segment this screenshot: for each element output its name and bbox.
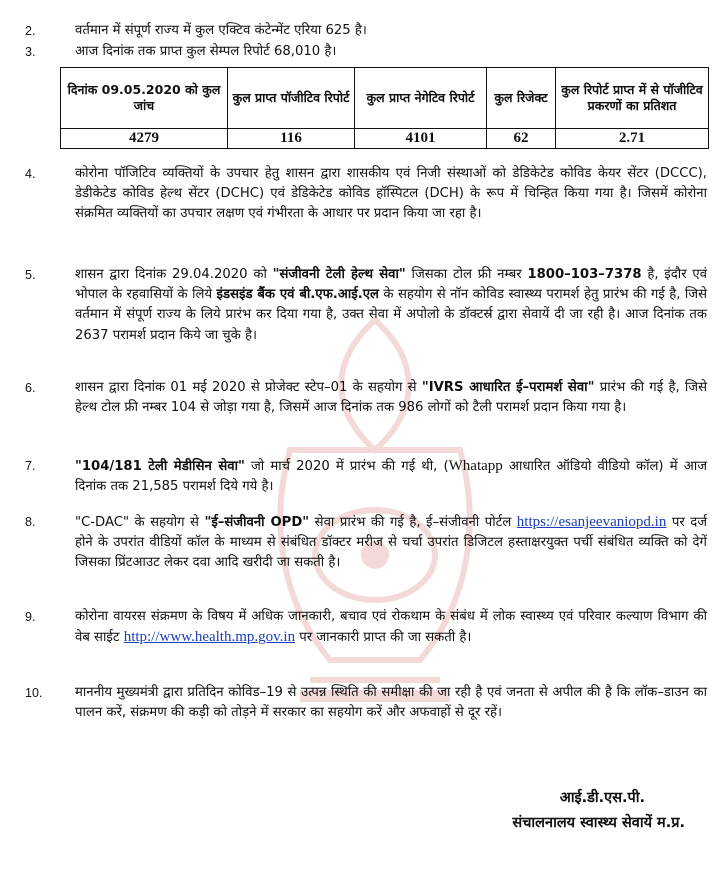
signature-line-2: संचालनालय स्वास्थ्य सेवायें म.प्र. [512, 815, 685, 831]
item-number: 10. [25, 686, 43, 700]
header-positive-percent: कुल रिपोर्ट प्राप्त में से पॉजीटिव प्रकरणों का प्रतिशत [556, 68, 709, 129]
item-2-text: वर्तमान में संपूर्ण राज्य में कुल एक्टिव कंटेन्मेंट एरिया 625 है। [75, 23, 367, 38]
header-negative: कुल प्राप्त नेगेटिव रिपोर्ट [355, 68, 487, 129]
cell-negative: 4101 [355, 129, 487, 149]
item-number: 3. [25, 45, 36, 59]
esanjeevani-link[interactable]: https://esanjeevaniopd.in [516, 514, 667, 530]
item-9-text: कोरोना वायरस संक्रमण के विषय में अधिक जानकारी, बचाव एवं रोकथाम के संबंध में लोक स्वास्थ्य एवं परिवार कल्याण विभाग की वेब साईट http://www.health.mp.gov.in पर जानकारी प्राप्त की जा सकती है। [75, 609, 707, 646]
item-8-text: "C-DAC" के सहयोग से "ई–संजीवनी OPD" सेवा प्रारंभ की गई है, ई–संजीवनी पोर्टल https://esanjeevaniopd.in पर दर्ज होने के उपरांत वीडियों कॉल के माध्यम से संबंधित डॉक्टर मरीज से चर्चा उपरांत डिजिटल हस्ताक्षरयुक्त पर्ची संबंधित व्यक्ति को देगें जिसका प्रिंटआउट लेकर दवा आदि खरीदी जा सकती है। [75, 514, 708, 571]
item-3-text: आज दिनांक तक प्राप्त कुल सेम्पल रिपोर्ट 68,010 है। [75, 44, 337, 59]
table-row [61, 129, 709, 149]
item-number: 4. [25, 167, 36, 181]
item-10-text: माननीय मुख्यमंत्री द्वारा प्रतिदिन कोविड–19 से उत्पन्न स्थिति की समीक्षा की जा रही है एवं जनता से अपील की है कि लॉक–डाउन का पालन करें, संक्रमण की कड़ी को तोड़ने में सरकार का सहयोग करें और अफवाहों से दूर रहें। [75, 685, 708, 721]
item-7-text: "104/181 टेली मेडीसिन सेवा" जो मार्च 2020 में प्रारंभ की गई थी, (Whatapp आधारित ऑडियो वीडियो कॉल) में आज दिनांक तक 21,585 परामर्श दिये गये है। [75, 458, 707, 495]
header-total-tests: दिनांक 09.05.2020 को कुल जांच [61, 68, 228, 129]
test-summary-table [60, 67, 709, 149]
table-header-row [61, 68, 709, 129]
item-number: 7. [25, 459, 36, 473]
header-rejected: कुल रिजेक्ट [487, 68, 556, 129]
cell-total-tests: 4279 [61, 129, 228, 149]
item-number: 8. [25, 515, 36, 529]
item-6-text: शासन द्वारा दिनांक 01 मई 2020 से प्रोजेक्ट स्टेप–01 के सहयोग से "IVRS आधारित ई–परामर्श सेवा" प्रारंभ की गई है, जिसे हेल्थ टोल फ्री नम्बर 104 से जोड़ा गया है, जिसमें आज दिनांक तक 986 लोगों को टैली परामर्श प्रदान किया गया है। [75, 380, 707, 416]
item-number: 2. [25, 24, 36, 38]
item-5-text: शासन द्वारा दिनांक 29.04.2020 को "संजीवनी टेली हेल्थ सेवा" जिसका टोल फ्री नम्बर 1800–103–7378 है, इंदौर एवं भोपाल के रहवासियों के लिये इंडसइंड बैंक एवं बी.एफ.आई.एल के सहयोग से नॉन कोविड स्वास्थ्य परामर्श हेतु प्रारंभ की गई है, जिसे वर्तमान में संपूर्ण राज्य के लिये प्रारंभ कर दिया गया है, उक्त सेवा में अपोलो के डॉक्टर्स्र द्वारा सेवायें दी जा रही है। आज दिनांक तक 2637 परामर्श प्रदान किये जा चुके है। [75, 267, 708, 343]
cell-positive: 116 [228, 129, 355, 149]
health-website-link[interactable]: http://www.health.mp.gov.in [123, 629, 296, 646]
item-4-text: कोरोना पॉजिटिव व्यक्तियों के उपचार हेतु शासन द्वारा शासकीय एवं निजी संस्थाओं को डेडिकेटेड कोविड केयर सेंटर (DCCC), डेडीकेटेड कोविड हेल्थ सेंटर (DCHC) एवं डेडिकेटेड कोविड हॉस्पिटल (DCH) के रूप में चिन्हित किया गया है। जिसमें कोरोना संक्रमित व्यक्तियों का उपचार लक्षण एवं गंभीरता के आधार पर प्रदान किया जा रहा है। [75, 166, 707, 222]
item-number: 5. [25, 268, 36, 282]
header-positive: कुल प्राप्त पॉजीटिव रिपोर्ट [228, 68, 355, 129]
cell-positive-percent: 2.71 [556, 129, 709, 149]
signature-line-1: आई.डी.एस.पी. [559, 790, 645, 806]
item-number: 6. [25, 381, 36, 395]
cell-rejected: 62 [487, 129, 556, 149]
item-number: 9. [25, 610, 36, 624]
